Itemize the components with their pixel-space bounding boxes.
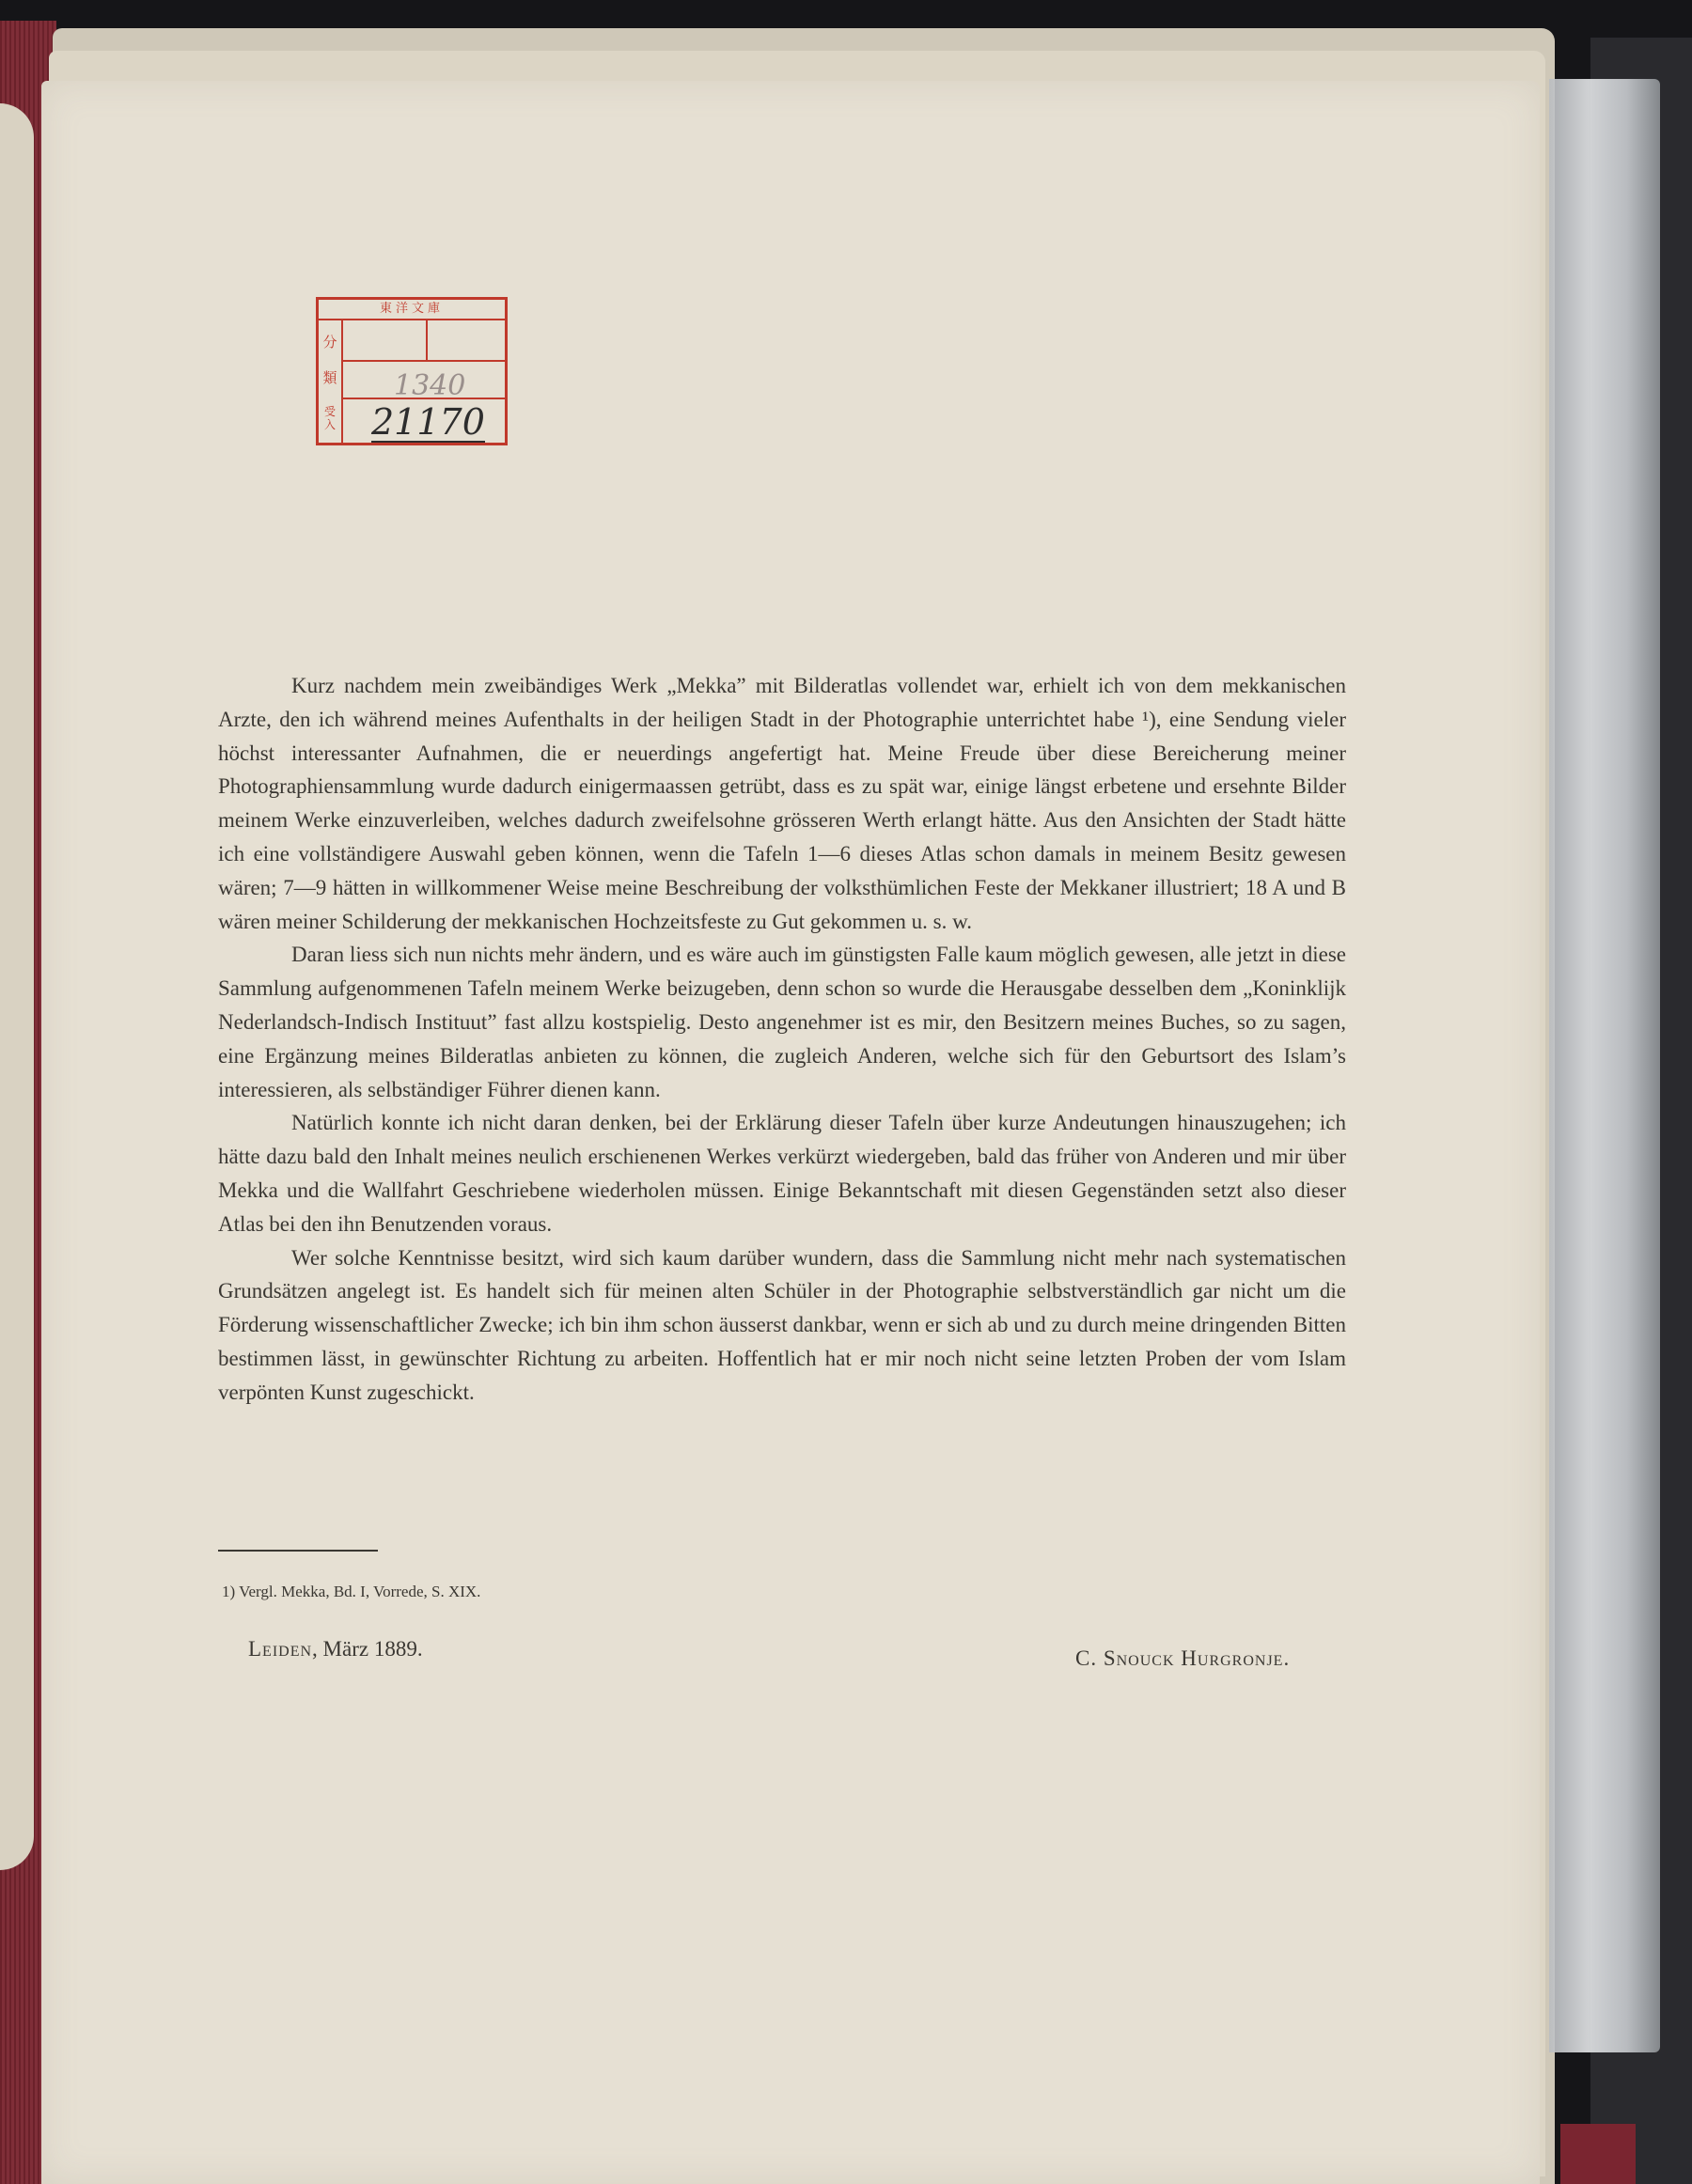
- accession-number: 21170: [371, 401, 485, 443]
- stamp-header: 東洋文庫: [319, 300, 505, 320]
- paragraph-1: Kurz nachdem mein zweibändiges Werk „Mekka” mit Bilderatlas vollendet war, erhielt ich von dem mekkanischen Arzte, den ich während meines Aufenthalts in der heiligen Stadt in der Photographie unterrichtet habe ¹), eine Sendung vieler höchst interessanter Aufnahmen, die er neuerdings angefertigt hat. Meine Freude über diese Bereicherung meiner Photographiensammlung wurde dadurch einigermaassen getrübt, dass es zu spät war, einige längst erbetene und ersehnte Bilder meinem Werke einzuverleiben, welches dadurch zweifelsohne grösseren Werth erlangt hätte. Aus den Ansichten der Stadt hätte ich eine vollständigere Auswahl geben können, wenn die Tafeln 1—6 dieses Atlas schon damals in meinem Besitz gewesen wären; 7—9 hätten in willkommener Weise meine Beschreibung der volksthümlichen Feste der Mekkaner illustriert; 18 A und B wären meiner Schilderung der mekkanischen Hochzeitsfeste zu Gut gekommen u. s. w.: [218, 674, 1346, 933]
- facing-page-edge: [0, 103, 34, 1870]
- place-and-date: [248, 1637, 423, 1661]
- author-signature: C. Snouck Hurgronje.: [1075, 1646, 1291, 1670]
- binding-corner: [1560, 2124, 1636, 2184]
- stamp-divider: [341, 360, 505, 362]
- footnote-rule: [218, 1550, 378, 1552]
- stamp-label-classification-2: 類: [322, 369, 337, 386]
- classification-number: 1340: [394, 369, 466, 402]
- library-stamp: [316, 297, 508, 445]
- paragraph-3: Natürlich konnte ich nicht daran denken, bei der Erklärung dieser Tafeln über kurze Andeutungen hinauszugehen; ich hätte dazu bald den Inhalt meines neulich erschienenen Werkes verkürzt wiedergeben, bald das früher von Anderen und mir über Mekka und die Wallfahrt Geschriebene wiederholen müssen. Einige Bekanntschaft mit diesen Gegenständen setzt also dieser Atlas bei den ihn Benutzenden voraus.: [218, 1111, 1346, 1236]
- preface-text: [218, 669, 1346, 1410]
- paragraph-4: Wer solche Kenntnisse besitzt, wird sich kaum darüber wundern, dass die Sammlung nicht mehr nach systematischen Grundsätzen angelegt ist. Es handelt sich für meinen alten Schüler in der Photographie selbstverständlich gar nicht um die Förderung wissenschaftlicher Zwecke; ich bin ihm schon äusserst dankbar, wenn er sich ab und zu durch meine dringenden Bitten bestimmen lässt, in gewünschter Richtung zu arbeiten. Hoffentlich hat er mir noch nicht seine letzten Proben der vom Islam verpönten Kunst zugeschickt.: [218, 1245, 1346, 1404]
- plastic-sleeve: [1549, 79, 1660, 2052]
- paragraph-2: Daran liess sich nun nichts mehr ändern, und es wäre auch im günstigsten Falle kaum möglich gewesen, alle jetzt in diese Sammlung aufgenommenen Tafeln meinem Werke beizugeben, denn schon so wurde die Herausgabe desselben dem „Koninklijk Nederlandsch-Indisch Instituut” fast allzu kostspielig. Desto angenehmer ist es mir, den Besitzern meines Buches, so zu sagen, eine Ergänzung meines Bilderatlas anbieten zu können, die zugleich Anderen, welche sich für den Geburtsort des Islam’s interessieren, als selbständiger Führer dienen kann.: [218, 943, 1346, 1101]
- stamp-labels: [319, 319, 343, 443]
- stamp-label-accession: 受入: [323, 405, 336, 431]
- date: , März 1889.: [312, 1637, 423, 1661]
- stamp-label-classification-1: 分: [322, 334, 337, 351]
- stamp-divider: [426, 319, 428, 362]
- place: Leiden: [248, 1637, 313, 1661]
- footnote: 1) Vergl. Mekka, Bd. I, Vorrede, S. XIX.: [222, 1583, 481, 1600]
